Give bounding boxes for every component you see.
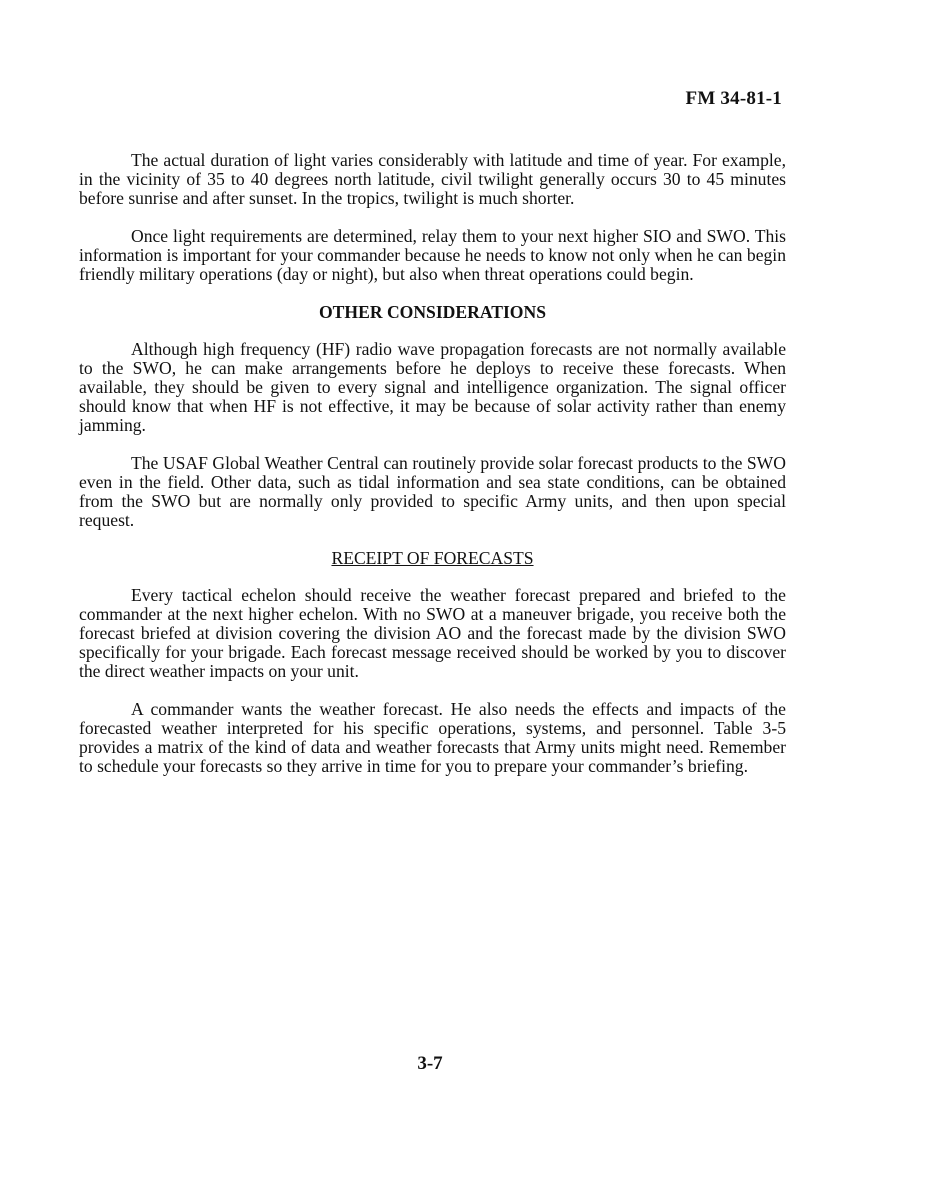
heading-receipt-of-forecasts-text: RECEIPT OF FORECASTS	[331, 548, 534, 568]
paragraph-light-duration: The actual duration of light varies considerably with latitude and time of year. For example, in the vicinity of 35 to 40 degrees north latitude, civil twilight generally occurs 30 to 45 minutes before sunrise and after sunset. In the tropics, twilight is much shorter.	[79, 150, 786, 208]
heading-receipt-of-forecasts	[79, 549, 786, 568]
heading-other-considerations: OTHER CONSIDERATIONS	[319, 302, 546, 322]
page-number: 3-7	[417, 1053, 443, 1074]
paragraph-hf-forecasts: Although high frequency (HF) radio wave propagation forecasts are not normally available to the SWO, he can make arrangements before he deploys to receive these forecasts. When available, they should be given to every signal and intelligence organization. The signal officer should know that when HF is not effective, it may be because of solar activity rather than enemy jamming.	[79, 339, 786, 435]
document-body	[79, 151, 786, 795]
paragraph-light-requirements: Once light requirements are determined, relay them to your next higher SIO and SWO. This information is important for your commander because he needs to know not only when he can begin friendly military operations (day or night), but also when threat operations could begin.	[79, 226, 786, 284]
document-id: FM 34-81-1	[685, 88, 782, 109]
paragraph-tactical-echelon: Every tactical echelon should receive the weather forecast prepared and briefed to the commander at the next higher echelon. With no SWO at a maneuver brigade, you receive both the forecast briefed at division covering the division AO and the forecast made by the division SWO specifically for your brigade. Each forecast message received should be worked by you to discover the direct weather impacts on your unit.	[79, 585, 786, 681]
paragraph-solar-forecast: The USAF Global Weather Central can routinely provide solar forecast products to the SWO even in the field. Other data, such as tidal information and sea state conditions, can be obtained from the SWO but are normally only provided to specific Army units, and then upon special request.	[79, 453, 786, 530]
paragraph-commander-forecast: A commander wants the weather forecast. He also needs the effects and impacts of the forecasted weather interpreted for his specific operations, systems, and personnel. Table 3-5 provides a matrix of the kind of data and weather forecasts that Army units might need. Remember to schedule your forecasts so they arrive in time for you to prepare your commander’s briefing.	[79, 699, 786, 776]
